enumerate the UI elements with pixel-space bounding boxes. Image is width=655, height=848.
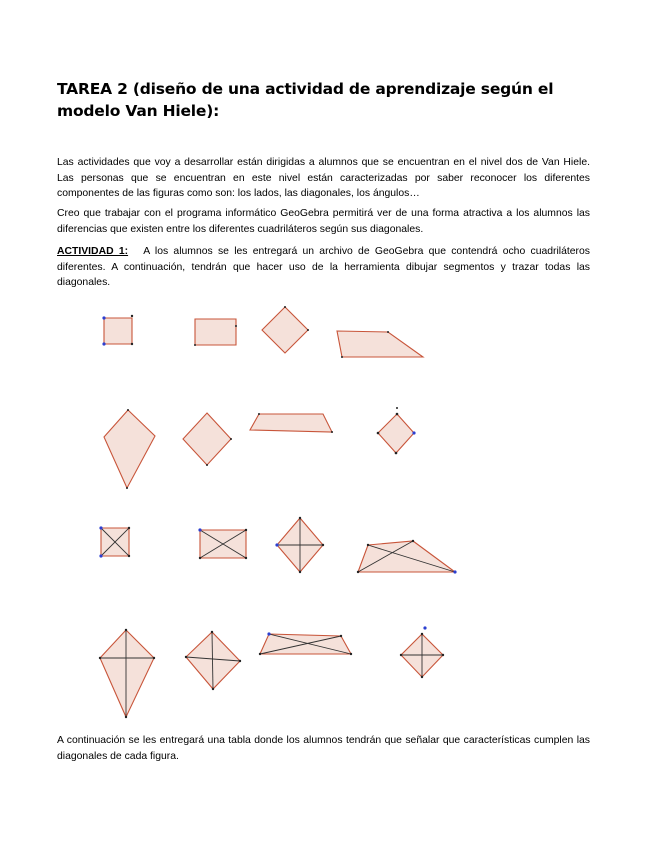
activity-paragraph <box>57 244 590 291</box>
isosceles-trapezoid-diagonals-figure <box>259 632 352 655</box>
square-diagonals-figure <box>99 526 130 557</box>
geogebra-paragraph: Creo que trabajar con el programa informático GeoGebra permitirá ver de una forma atractiva a los alumnos las diferencias que existen entre los diferentes cuadriláteros según sus diagonales. <box>57 208 590 235</box>
quadrilaterals-row-2 <box>104 407 416 489</box>
rhombus-figure <box>262 306 309 353</box>
trapezoid-diagonals-figure <box>357 540 457 574</box>
activity-text: A los alumnos se les entregará un archivo de GeoGebra que contendrá ocho cuadriláteros diferentes. A continuación, tendrán que hacer uso de la herramienta dibujar segmentos y trazar todas las diagonales. <box>57 246 590 289</box>
square-figure <box>102 315 133 346</box>
quadrilaterals-row-4 <box>99 626 444 718</box>
quadrilaterals-row-1 <box>102 306 423 358</box>
rhombus-diagonals-figure <box>275 517 324 573</box>
activity-label: ACTIVIDAD 1: <box>57 246 129 257</box>
rectangle-diagonals-figure <box>198 528 247 559</box>
isosceles-trapezoid-figure <box>250 413 333 433</box>
rectangle-figure <box>194 319 237 346</box>
rhomboid-figure <box>183 413 232 466</box>
intro-paragraph: Las actividades que voy a desarrollar están dirigidas a alumnos que se encuentran en el nivel dos de Van Hiele. Las personas que se encuentran en este nivel están caracterizadas por saber reconocer los diferentes componentes de las figuras como son: los lados, las diagonales, los ángulos… <box>57 157 590 200</box>
square-rotated-diagonals-figure <box>400 626 444 678</box>
kite-diagonals-figure <box>99 629 155 718</box>
trapezoid-figure <box>337 331 423 358</box>
kite-figure <box>104 409 155 489</box>
closing-paragraph: A continuación se les entregará una tabla donde los alumnos tendrán que señalar que características cumplen las diagonales de cada figura. <box>57 735 590 762</box>
page-title: TAREA 2 (diseño de una actividad de aprendizaje según el modelo Van Hiele): <box>57 80 554 120</box>
rhomboid-diagonals-figure <box>185 631 241 690</box>
square-rotated-figure <box>377 407 416 454</box>
quadrilaterals-row-3 <box>99 517 456 574</box>
quadrilateral-figures <box>0 290 655 730</box>
